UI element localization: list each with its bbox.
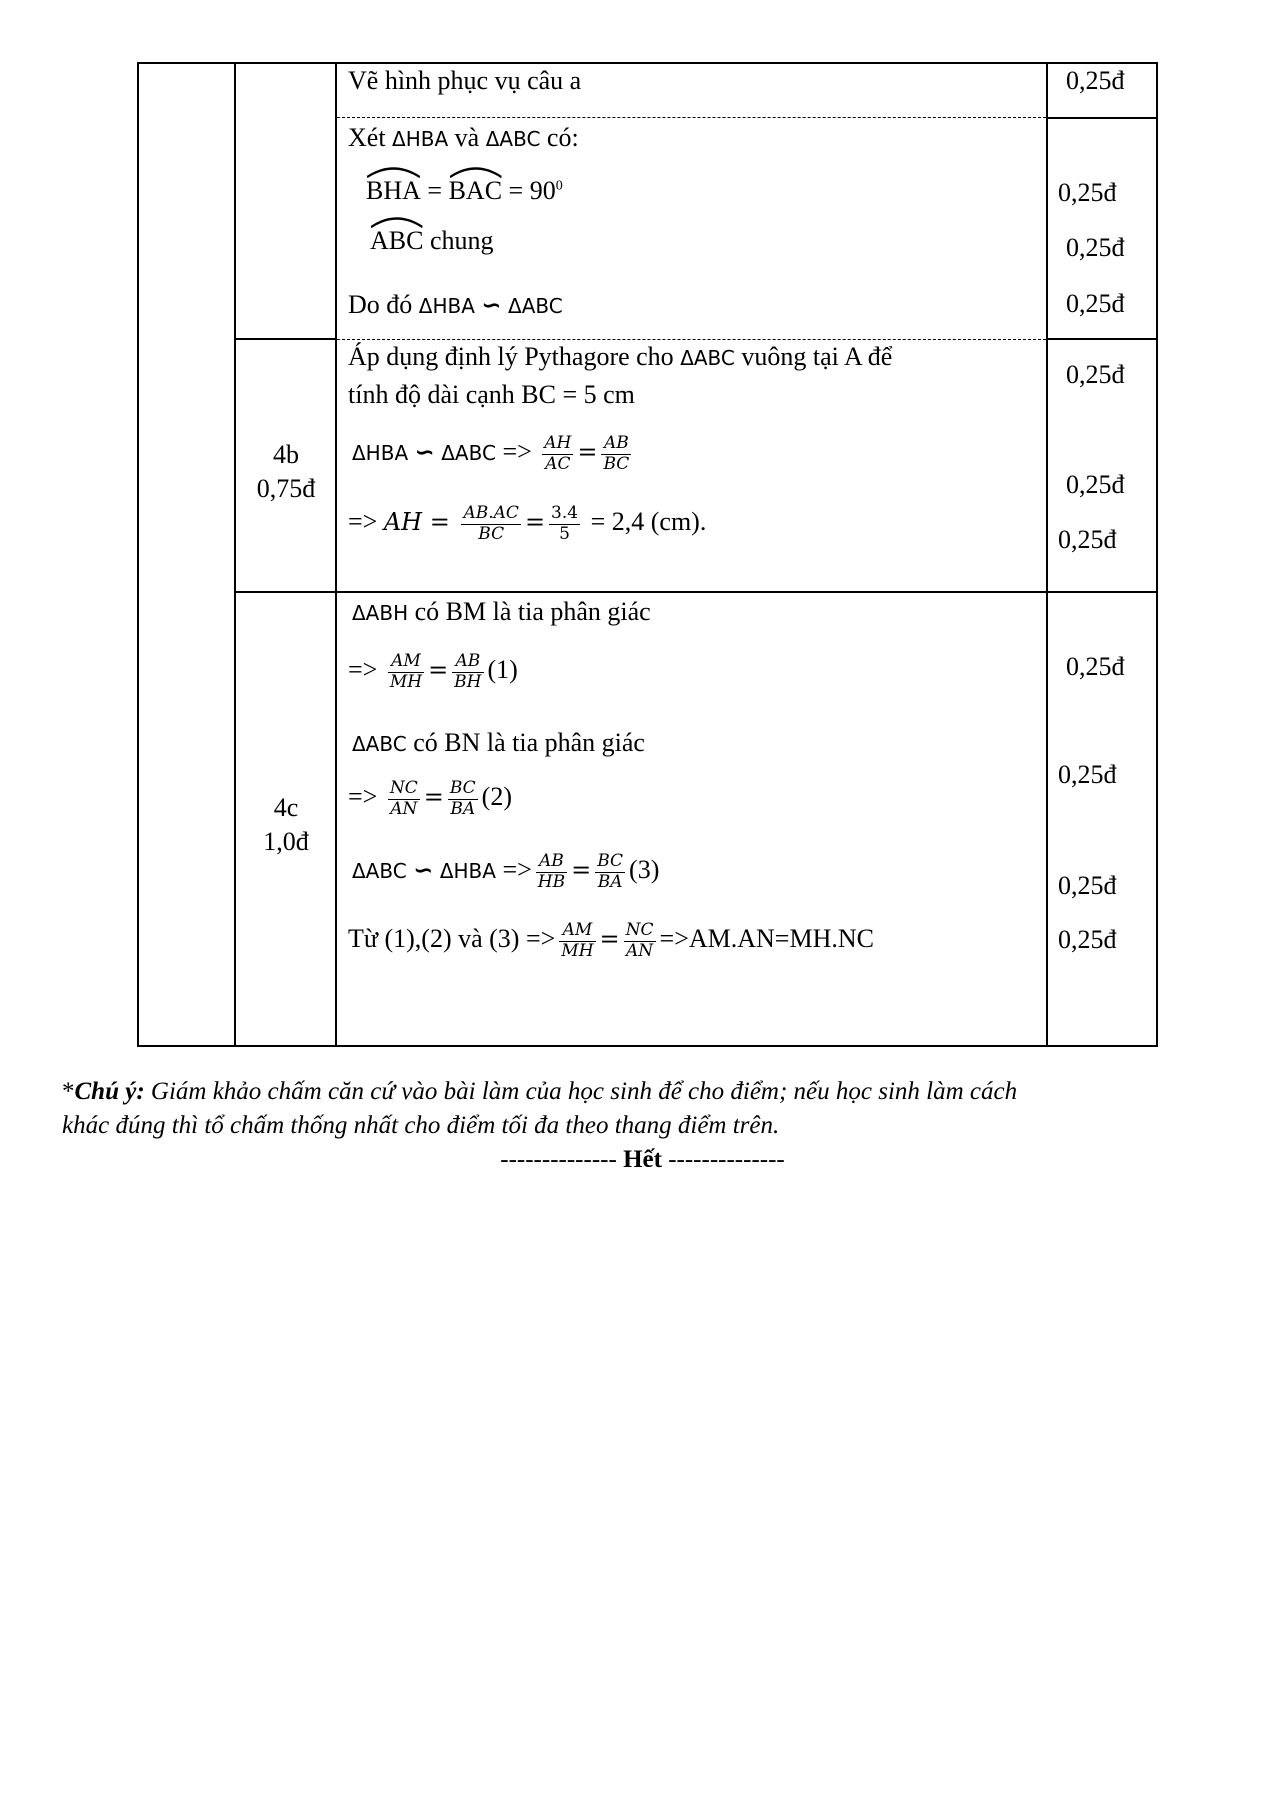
row3-line1-text-b: vuông tại A để (734, 342, 893, 371)
end-marker (0, 1146, 1285, 1174)
triangle-hba: ΔHBA (392, 127, 449, 151)
end-dashes-right: -------------- (661, 1146, 785, 1173)
angle-arc-icon (366, 166, 421, 178)
fraction-denominator: AN (626, 940, 654, 961)
row-separator-dotted-2 (337, 339, 1046, 340)
angle-bha-label: BHA (366, 176, 421, 205)
row2-line1 (348, 123, 579, 153)
column-divider-1 (234, 62, 236, 1047)
fraction-denominator: MH (561, 940, 594, 961)
fraction-numerator: BC (449, 778, 476, 798)
fraction-numerator: AH (544, 433, 572, 453)
row4-line1 (352, 597, 651, 627)
row4-score-3: 0,25đ (1058, 871, 1117, 900)
angle-abc-label: ABC (370, 226, 424, 255)
fraction-denominator: AN (390, 798, 418, 819)
fraction-bc-ba-2 (595, 852, 625, 892)
row-separator-dotted-1 (337, 117, 1046, 118)
fraction-denominator: HB (537, 871, 566, 892)
row3-label (236, 438, 336, 506)
fraction-denominator: BC (478, 523, 505, 544)
question-points-4c: 1,0đ (263, 827, 309, 856)
row2-line2-angles (366, 176, 563, 206)
equals-sign: = (577, 438, 598, 467)
row4-score-4: 0,25đ (1058, 925, 1117, 954)
similar-icon: ∽ (413, 856, 434, 885)
row2-line1-text-c: có: (540, 123, 579, 152)
similar-icon: ∽ (414, 438, 435, 467)
fraction-nc-an (388, 779, 420, 819)
row4-score-1: 0,25đ (1066, 652, 1125, 681)
triangle-hba: ΔHBA (439, 859, 496, 884)
angle-arc-icon (370, 216, 423, 228)
row2-line4-text: Do đó (348, 290, 419, 319)
fraction-ab-bc (601, 434, 631, 474)
fraction-abac-bc (461, 504, 520, 544)
fraction-numerator: 3.4 (551, 503, 579, 523)
triangle-abc: ΔABC (680, 346, 735, 370)
row2-line1-text-b: và (448, 123, 486, 152)
note-line-1 (62, 1078, 1017, 1106)
row4-line1-text: có BM là tia phân giác (408, 597, 651, 626)
row2-line4 (348, 290, 563, 320)
fraction-numerator: NC (389, 778, 418, 798)
end-dashes-left: -------------- (500, 1146, 624, 1173)
question-label-4b: 4b (273, 440, 299, 469)
note-line-2: khác đúng thì tổ chấm thống nhất cho điểm tối đa theo thang điểm trên. (62, 1112, 780, 1139)
fraction-am-mh-2 (559, 921, 595, 961)
triangle-hba: ΔHBA (352, 441, 409, 466)
row-separator-2-left (236, 338, 336, 340)
row3-score-2: 0,25đ (1066, 470, 1125, 499)
row2-line1-text-a: Xét (348, 123, 393, 152)
row4-label (236, 791, 336, 859)
row3-line2: tính độ dài cạnh BC = 5 cm (348, 380, 635, 409)
row4-line3-text: có BN là tia phân giác (406, 728, 645, 757)
triangle-hba: ΔHBA (418, 294, 475, 318)
row3-line1-text-a: Áp dụng định lý Pythagore cho (348, 342, 681, 371)
angle-bac-label: BAC (448, 176, 503, 205)
question-points-4b: 0,75đ (256, 474, 316, 503)
fraction-denominator: BH (454, 671, 482, 692)
note-label: Chú ý: (74, 1078, 145, 1105)
row2-score-1: 0,25đ (1058, 178, 1117, 207)
fraction-numerator: AB.AC (463, 503, 519, 523)
triangle-abc: ΔABC (352, 859, 407, 884)
angle-equals: = (420, 176, 449, 205)
end-word: Hết (623, 1146, 662, 1173)
table-border-right (1156, 62, 1158, 1047)
column-divider-3 (1046, 62, 1048, 1047)
fraction-ab-bh (452, 652, 483, 692)
fraction-am-mh (388, 652, 424, 692)
row1-content (348, 66, 581, 96)
row4-line4 (348, 779, 512, 819)
fraction-numerator: AM (559, 921, 595, 942)
column-divider-2 (335, 62, 337, 1047)
fraction-ah-ac (542, 434, 573, 474)
row4-line2 (348, 652, 518, 692)
angle-value: = 90 (502, 176, 556, 205)
row2-line3-common (370, 226, 494, 256)
row-separator-score-2 (1048, 338, 1156, 340)
row2-score-3: 0,25đ (1066, 289, 1125, 318)
fraction-numerator: AM (388, 652, 424, 673)
equals-sign: = (599, 925, 620, 954)
implies-arrow: => (348, 782, 384, 812)
variable-ah: AH (383, 508, 423, 537)
fraction-denominator: 5 (559, 523, 570, 544)
row3-line1 (348, 342, 892, 372)
triangle-abh: ΔABH (352, 601, 409, 625)
fraction-3x4-5 (549, 504, 580, 544)
note-star: * (62, 1078, 75, 1105)
fraction-numerator: AB (536, 852, 567, 873)
fraction-numerator: AB (601, 434, 631, 455)
fraction-denominator: MH (389, 671, 423, 692)
fraction-denominator: BA (450, 798, 476, 819)
fraction-denominator: BC (603, 453, 630, 474)
fraction-numerator: AB (452, 652, 483, 673)
fraction-denominator: AC (545, 453, 571, 474)
angle-arc-icon (449, 166, 502, 178)
triangle-abc: ΔABC (441, 441, 496, 466)
triangle-abc: ΔABC (485, 127, 541, 151)
equals-sign: = (422, 508, 458, 537)
row4-line6-text-b: =>AM.AN=MH.NC (659, 924, 874, 954)
angle-bha (366, 176, 421, 206)
row3-score-1: 0,25đ (1066, 360, 1125, 389)
row3-score-3: 0,25đ (1058, 525, 1117, 554)
equals-sign: = (428, 656, 449, 685)
row4-line6-text-a: Từ (1),(2) và (3) => (348, 924, 556, 954)
fraction-nc-an-2 (624, 921, 656, 961)
triangle-abc: ΔABC (508, 294, 563, 318)
row4-score-2: 0,25đ (1058, 760, 1117, 789)
row1-text: Vẽ hình phục vụ câu a (348, 66, 582, 95)
row4-line6 (348, 921, 874, 961)
table-border-left (137, 62, 139, 1047)
row1-score: 0,25đ (1066, 66, 1125, 95)
angle-bac (449, 176, 502, 206)
common-text: chung (423, 226, 494, 255)
implies-arrow: => (495, 437, 539, 467)
fraction-bc-ba (448, 779, 478, 819)
question-label-4c: 4c (273, 793, 299, 822)
row2-score-2: 0,25đ (1066, 233, 1125, 262)
row4-line3 (352, 728, 645, 758)
row-separator-score-1 (1048, 117, 1156, 119)
fraction-ab-hb (536, 852, 567, 892)
row-separator-3 (236, 591, 1156, 593)
equation-tag-2: (2) (481, 782, 512, 812)
row3-line4: => AH = $\frac{AB.AC}{BC}$ = $\frac{3.4}{5}$ = 2,4 (cm). (348, 503, 707, 544)
row4-line5 (352, 852, 659, 892)
equation-tag-1: (1) (487, 655, 518, 685)
equals-sign: = (571, 856, 592, 885)
fraction-denominator: BA (597, 871, 623, 892)
degree-mark: 0 (555, 178, 563, 194)
row3-line3 (352, 434, 635, 474)
result-text: = 2,4 (cm). (584, 507, 707, 537)
triangle-abc: ΔABC (352, 732, 407, 756)
note-text-1: Giám khảo chấm căn cứ vào bài làm của học sinh để cho điểm; nếu học sinh làm cách (144, 1078, 1018, 1105)
fraction-numerator: BC (597, 851, 624, 871)
table-border-top (137, 62, 1158, 64)
fraction-numerator: NC (625, 920, 654, 940)
similar-icon: ∽ (481, 291, 502, 319)
equals-sign: = (423, 783, 444, 812)
table-border-bottom (137, 1045, 1158, 1047)
angle-abc (370, 226, 423, 256)
implies-arrow: => (348, 507, 384, 537)
implies-arrow: => (348, 655, 384, 685)
equation-tag-3: (3) (629, 855, 660, 885)
implies-arrow: => (495, 855, 532, 885)
